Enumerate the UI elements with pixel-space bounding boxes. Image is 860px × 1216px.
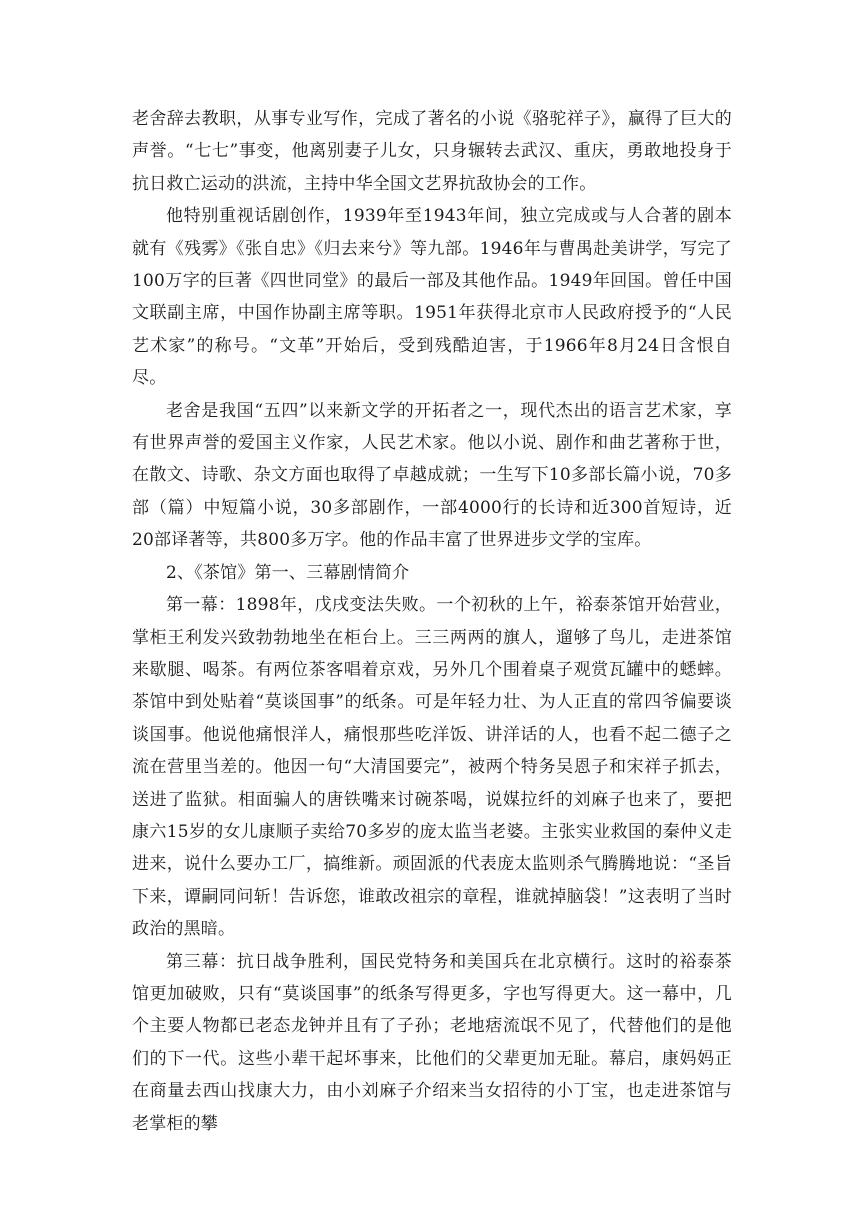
paragraph-act-three: 第三幕：抗日战争胜利，国民党特务和美国兵在北京横行。这时的裕泰茶馆更加破败，只有“莫谈国事”的纸条写得更多，字也写得更大。这一幕中，几个主要人物都已老态龙钟并且有了子孙；老地痞流氓不见了，代替他们的是他们的下一代。这些小辈干起坏事来，比他们的父辈更加无耻。幕启，康妈妈正在商量去西山找康大力，由小刘麻子介绍来当女招待的小丁宝，也走进茶馆与老掌柜的攀	[132, 951, 732, 1134]
paragraph-continuation: 老舍辞去教职，从事专业写作，完成了著名的小说《骆驼祥子》，赢得了巨大的声誉。“七七”事变，他离别妻子儿女，只身辗转去武汉、重庆，勇敢地投身于抗日救亡运动的洪流，主持中华全国文艺界抗敌协会的工作。	[132, 109, 732, 194]
paragraph-act-one: 第一幕：1898年，戊戌变法失败。一个初秋的上午，裕泰茶馆开始营业，掌柜王利发兴致勃勃地坐在柜台上。三三两两的旗人，遛够了鸟儿，走进茶馆来歇腿、喝茶。有两位茶客唱着京戏，另外几个围着桌子观赏瓦罐中的蟋蟀。茶馆中到处贴着“莫谈国事”的纸条。可是年轻力壮、为人正直的常四爷偏要谈谈国事。他说他痛恨洋人，痛恨那些吃洋饭、讲洋话的人，也看不起二德子之流在营里当差的。他因一句“大清国要完”，被两个特务吴恩子和宋祥子抓去，送进了监狱。相面骗人的唐铁嘴来讨碗茶喝，说媒拉纤的刘麻子也来了，要把康六15岁的女儿康顺子卖给70多岁的庞太监当老婆。主张实业救国的秦仲义走进来，说什么要办工厂，搞维新。顽固派的代表庞太监则杀气腾腾地说：“圣旨下来，谭嗣同问斩！告诉您，谁敢改祖宗的章程，谁就掉脑袋！”这表明了当时政治的黑暗。	[132, 595, 732, 940]
paragraph-laoshe-evaluation: 老舍是我国“五四”以来新文学的开拓者之一，现代杰出的语言艺术家，享有世界声誉的爱国主义作家，人民艺术家。他以小说、剧作和曲艺著称于世，在散文、诗歌、杂文方面也取得了卓越成就；一生写下10多部长篇小说，70多部（篇）中短篇小说，30多部剧作，一部4000行的长诗和近300首短诗，近20部译著等，共800多万字。他的作品丰富了世界进步文学的宝库。	[132, 400, 732, 551]
paragraph-drama-works: 他特别重视话剧创作，1939年至1943年间，独立完成或与人合著的剧本就有《残雾》《张自忠》《归去来兮》等九部。1946年与曹禺赴美讲学，写完了100万字的巨著《四世同堂》的最后一部及其他作品。1949年回国。曾任中国文联副主席，中国作协副主席等职。1951年获得北京市人民政府授予的“人民艺术家”的称号。“文革”开始后，受到残酷迫害，于1966年8月24日含恨自尽。	[132, 206, 732, 389]
document-body	[132, 103, 732, 1140]
section-heading-teahouse: 2、《茶馆》第一、三幕剧情简介	[166, 562, 410, 583]
